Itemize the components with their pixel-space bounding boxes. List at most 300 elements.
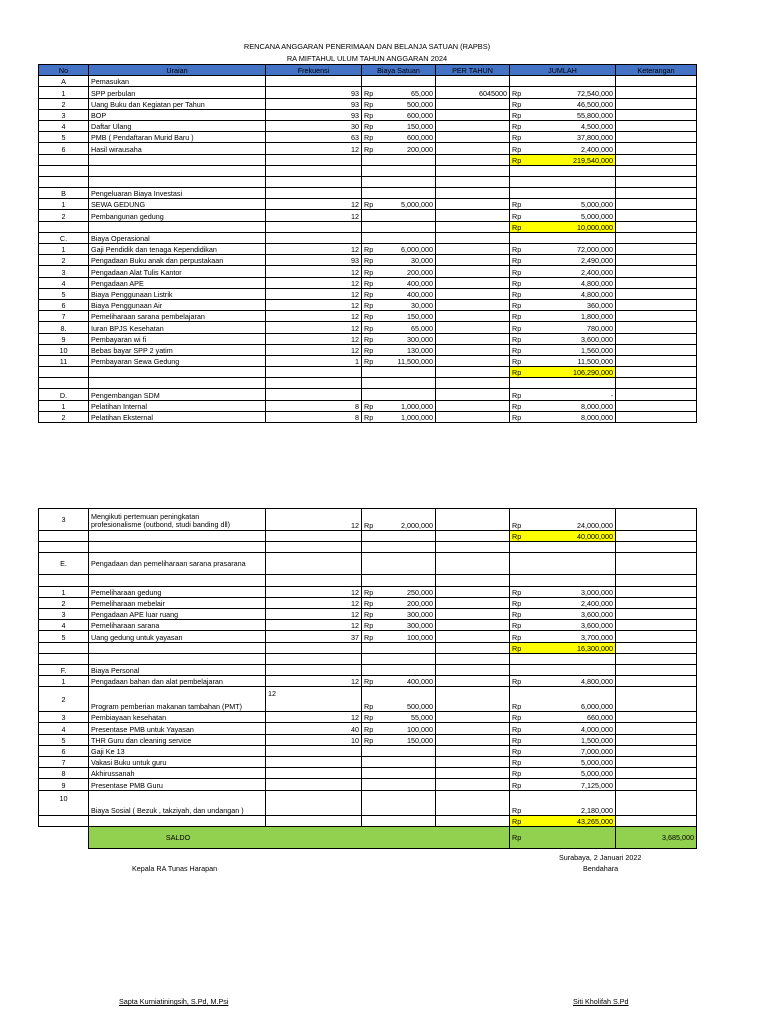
section-header-row (39, 232, 697, 243)
table-cell (436, 188, 510, 199)
cell-value: SALDO (165, 832, 191, 842)
table-cell (362, 400, 436, 411)
table-cell (39, 642, 89, 653)
blank-row (39, 176, 697, 187)
table-cell (436, 734, 510, 745)
table-cell: 8 (266, 400, 362, 411)
table-cell (510, 98, 616, 109)
cell-value: - (610, 390, 613, 400)
table-cell (436, 176, 510, 187)
currency-label: Rp (364, 289, 374, 299)
table-cell: 2 (39, 411, 89, 422)
table-cell (362, 244, 436, 255)
cell-value: 2,400,000 (581, 144, 613, 154)
table-cell: BOP (89, 109, 266, 120)
currency-label: Rp (364, 345, 374, 355)
currency-label: Rp (364, 357, 374, 367)
table-cell (89, 531, 266, 542)
currency-label: Rp (512, 256, 522, 266)
table-cell (362, 790, 436, 815)
table-cell (616, 676, 697, 687)
table-header-row (39, 65, 697, 76)
table-cell (436, 199, 510, 210)
cell-value: 5,000,000 (401, 200, 433, 210)
currency-label: Rp (512, 702, 522, 712)
currency-label: Rp (512, 133, 522, 143)
currency-label: Rp (364, 713, 374, 723)
table-cell (362, 87, 436, 98)
cell-value: 7,125,000 (581, 780, 613, 790)
table-cell (39, 165, 89, 176)
currency-label: Rp (364, 110, 374, 120)
cell-value: 500,000 (407, 99, 433, 109)
table-cell (510, 712, 616, 723)
table-cell: SEWA GEDUNG (89, 199, 266, 210)
cell-value: 40,000,000 (577, 532, 613, 542)
table-cell: 5 (39, 734, 89, 745)
table-cell (362, 586, 436, 597)
table-cell: Gaji Ke 13 (89, 745, 266, 756)
table-cell (89, 154, 266, 165)
left-signer-name: Sapta Kurniatiningsih, S.Pd, M.Psi (119, 997, 229, 1006)
table-cell (510, 255, 616, 266)
cell-value: 150,000 (407, 122, 433, 132)
cell-value: 150,000 (407, 312, 433, 322)
currency-label: Rp (512, 769, 522, 779)
table-row (39, 723, 697, 734)
table-cell (362, 154, 436, 165)
table-cell (362, 676, 436, 687)
table-cell: Uang Buku dan Kegiatan per Tahun (89, 98, 266, 109)
table-cell (510, 143, 616, 154)
table-row (39, 322, 697, 333)
header-per-tahun: PER TAHUN (436, 65, 510, 76)
table-cell: 8. (39, 322, 89, 333)
table-row (39, 333, 697, 344)
section-header-row (39, 188, 697, 199)
table-cell (616, 165, 697, 176)
table-cell (266, 165, 362, 176)
table-cell: 3 (39, 109, 89, 120)
table-cell (616, 531, 697, 542)
table-cell (436, 255, 510, 266)
table-cell: 6045000 (436, 87, 510, 98)
table-cell: 9 (39, 333, 89, 344)
table-cell (616, 712, 697, 723)
table-cell (510, 266, 616, 277)
table-cell (616, 232, 697, 243)
currency-label: Rp (364, 256, 374, 266)
currency-label: Rp (512, 222, 522, 232)
cell-value: 4,800,000 (581, 677, 613, 687)
table-cell (510, 687, 616, 712)
table-cell (510, 542, 616, 553)
currency-label: Rp (364, 521, 374, 530)
currency-label: Rp (512, 621, 522, 631)
table-cell: 5 (39, 132, 89, 143)
currency-label: Rp (364, 610, 374, 620)
table-row (39, 244, 697, 255)
section-total-row (39, 154, 697, 165)
table-row (39, 597, 697, 608)
table-cell (39, 531, 89, 542)
table-cell (616, 768, 697, 779)
table-cell (436, 509, 510, 531)
section-total-row (39, 642, 697, 653)
currency-label: Rp (364, 323, 374, 333)
header-biaya-satuan: Biaya Satuan (362, 65, 436, 76)
table-cell (362, 255, 436, 266)
table-cell: 12 (266, 143, 362, 154)
table-cell: THR Guru dan cleaning service (89, 734, 266, 745)
currency-label: Rp (512, 724, 522, 734)
table-cell: 9 (39, 779, 89, 790)
section-total (510, 221, 616, 232)
table-cell (266, 176, 362, 187)
cell-value: 30,000 (411, 301, 433, 311)
currency-label: Rp (512, 390, 522, 400)
table-cell (436, 642, 510, 653)
table-cell (616, 779, 697, 790)
table-cell: 93 (266, 98, 362, 109)
table-cell: 1 (39, 244, 89, 255)
table-cell (362, 98, 436, 109)
currency-label: Rp (512, 211, 522, 221)
cell-value: profesionalisme (outbond, studi banding dll) (91, 520, 231, 530)
table-cell (436, 687, 510, 712)
table-cell (436, 311, 510, 322)
table-cell (362, 642, 436, 653)
table-cell (510, 355, 616, 366)
table-cell (362, 631, 436, 642)
cell-value: 5,000,000 (581, 758, 613, 768)
currency-label: Rp (512, 122, 522, 132)
table-cell: 93 (266, 87, 362, 98)
table-cell (362, 188, 436, 199)
table-cell (616, 199, 697, 210)
table-cell (436, 723, 510, 734)
currency-label: Rp (512, 747, 522, 756)
currency-label: Rp (512, 312, 522, 322)
table-cell (266, 367, 362, 378)
table-cell (616, 132, 697, 143)
currency-label: Rp (512, 345, 522, 355)
table-cell (510, 734, 616, 745)
saldo-value: 3,685,000 (616, 826, 697, 848)
cell-value: 1,560,000 (581, 345, 613, 355)
section-no: A (39, 76, 89, 87)
table-cell: Vakasi Buku untuk guru (89, 757, 266, 768)
cell-value: 400,000 (407, 278, 433, 288)
table-cell: 12 (266, 676, 362, 687)
section-title: Pengeluaran Biaya Investasi (89, 188, 266, 199)
table-cell: Pengadaan Buku anak dan perpustakaan (89, 255, 266, 266)
table-cell: Uang gedung untuk yayasan (89, 631, 266, 642)
table-cell: Biaya Penggunaan Listrik (89, 288, 266, 299)
currency-label: Rp (512, 735, 522, 745)
section-title: Pemasukan (89, 76, 266, 87)
table-cell (362, 411, 436, 422)
table-cell (89, 367, 266, 378)
section-title: Biaya Personal (89, 664, 266, 675)
currency-label: Rp (512, 110, 522, 120)
currency-label: Rp (512, 780, 522, 790)
blank-row (39, 165, 697, 176)
table-cell (89, 165, 266, 176)
table-cell (510, 723, 616, 734)
section-header-row (39, 389, 697, 400)
table-cell: 4 (39, 277, 89, 288)
cell-value: 55,000 (411, 713, 433, 723)
table-cell: Bebas bayar SPP 2 yatim (89, 344, 266, 355)
cell-value: 5,000,000 (581, 211, 613, 221)
cell-value: 6,000,000 (581, 702, 613, 712)
table-cell (510, 232, 616, 243)
cell-value: 150,000 (407, 735, 433, 745)
table-cell: 12 (266, 344, 362, 355)
cell-value: 37,800,000 (577, 133, 613, 143)
table-cell (510, 87, 616, 98)
table-cell (616, 188, 697, 199)
currency-label: Rp (364, 301, 374, 311)
table-cell (616, 154, 697, 165)
table-cell (39, 378, 89, 389)
table-cell (510, 165, 616, 176)
table-row (39, 266, 697, 277)
table-cell (39, 575, 89, 586)
table-cell: 12 (266, 311, 362, 322)
section-total-row (39, 531, 697, 542)
currency-label: Rp (364, 334, 374, 344)
table-cell (362, 620, 436, 631)
table-cell (362, 143, 436, 154)
currency-label: Rp (364, 133, 374, 143)
table-cell (362, 745, 436, 756)
currency-label: Rp (364, 632, 374, 642)
table-row (39, 712, 697, 723)
table-cell (362, 367, 436, 378)
cell-value: 130,000 (407, 345, 433, 355)
table-cell (436, 553, 510, 575)
table-cell (616, 757, 697, 768)
table-cell (616, 389, 697, 400)
table-cell (362, 815, 436, 826)
document-subtitle: RA MIFTAHUL ULUM TAHUN ANGGARAN 2024 (286, 54, 448, 63)
currency-label: Rp (512, 200, 522, 210)
table-cell: Presentase PMB untuk Yayasan (89, 723, 266, 734)
place-date: Surabaya, 2 Januari 2022 (559, 853, 642, 862)
table-row (39, 210, 697, 221)
table-cell (510, 244, 616, 255)
table-cell (616, 367, 697, 378)
table-cell: 12 (266, 288, 362, 299)
table-cell: 3 (39, 608, 89, 619)
table-cell (436, 98, 510, 109)
cell-value: 65,000 (411, 88, 433, 98)
table-cell: 7 (39, 311, 89, 322)
table-cell (362, 723, 436, 734)
section-total-row (39, 367, 697, 378)
table-cell (510, 608, 616, 619)
currency-label: Rp (364, 587, 374, 597)
table-cell: 12 (266, 586, 362, 597)
table-cell (362, 199, 436, 210)
table-row (39, 687, 697, 712)
table-cell (362, 165, 436, 176)
table-cell (436, 542, 510, 553)
table-cell (616, 311, 697, 322)
table-cell (510, 400, 616, 411)
table-cell (616, 653, 697, 664)
cell-value: 100,000 (407, 724, 433, 734)
table-cell (616, 109, 697, 120)
table-row (39, 87, 697, 98)
cell-value: 660,000 (587, 713, 613, 723)
currency-label: Rp (512, 401, 522, 411)
table-row (39, 620, 697, 631)
section-title: Pengadaan dan pemeliharaan sarana prasarana (89, 553, 266, 575)
section-no: F. (39, 664, 89, 675)
table-cell (266, 642, 362, 653)
table-cell (89, 653, 266, 664)
section-total (510, 642, 616, 653)
table-cell: 12 (266, 597, 362, 608)
currency-label: Rp (364, 245, 374, 255)
cell-value: 43,265,000 (577, 816, 613, 826)
table-row (39, 143, 697, 154)
cell-value: 1,800,000 (581, 312, 613, 322)
saldo-row (39, 826, 697, 848)
table-cell: Pembiayaan kesehatan (89, 712, 266, 723)
table-cell: Biaya Sosial ( Bezuk , takziyah, dan undangan ) (89, 790, 266, 815)
table-cell (89, 815, 266, 826)
table-cell (266, 531, 362, 542)
table-cell (362, 132, 436, 143)
currency-label: Rp (364, 88, 374, 98)
table-cell (616, 642, 697, 653)
table-cell (266, 378, 362, 389)
table-row (39, 676, 697, 687)
currency-label: Rp (512, 632, 522, 642)
table-cell: 4 (39, 620, 89, 631)
table-cell (436, 132, 510, 143)
section-total-row (39, 815, 697, 826)
table-cell (616, 790, 697, 815)
table-cell (436, 299, 510, 310)
currency-label: Rp (512, 267, 522, 277)
table-cell (616, 120, 697, 131)
table-cell: Pemeliharaan sarana pembelajaran (89, 311, 266, 322)
table-cell (510, 389, 616, 400)
table-cell (616, 553, 697, 575)
cell-value: 500,000 (407, 702, 433, 712)
currency-label: Rp (512, 88, 522, 98)
table-cell (436, 266, 510, 277)
table-cell (266, 779, 362, 790)
table-cell: Biaya Penggunaan Air (89, 299, 266, 310)
table-cell (616, 745, 697, 756)
table-cell (362, 553, 436, 575)
table-cell (616, 542, 697, 553)
table-cell (266, 154, 362, 165)
table-cell (436, 531, 510, 542)
table-cell (436, 76, 510, 87)
table-row (39, 745, 697, 756)
table-row (39, 355, 697, 366)
currency-label: Rp (512, 758, 522, 768)
table-row (39, 109, 697, 120)
cell-value: 5,000,000 (581, 769, 613, 779)
cell-value: 4,800,000 (581, 278, 613, 288)
table-cell (510, 575, 616, 586)
table-cell (616, 378, 697, 389)
table-cell (616, 333, 697, 344)
table-cell (362, 687, 436, 712)
currency-label: Rp (364, 99, 374, 109)
table-cell (436, 165, 510, 176)
table-cell (436, 288, 510, 299)
table-cell: 7 (39, 757, 89, 768)
cell-value: 8,000,000 (581, 401, 613, 411)
table-cell (436, 244, 510, 255)
table-cell: Pemeliharaan sarana (89, 620, 266, 631)
cell-value: 200,000 (407, 144, 433, 154)
table-cell (510, 378, 616, 389)
section-header-row (39, 553, 697, 575)
table-cell: 8 (39, 768, 89, 779)
table-cell (436, 322, 510, 333)
currency-label: Rp (512, 587, 522, 597)
table-cell (362, 210, 436, 221)
table-cell (616, 344, 697, 355)
table-cell: 3 (39, 712, 89, 723)
currency-label: Rp (512, 368, 522, 378)
table-cell: 2 (39, 210, 89, 221)
table-cell (436, 355, 510, 366)
table-cell (616, 586, 697, 597)
table-cell (510, 188, 616, 199)
table-cell (436, 143, 510, 154)
table-cell (616, 255, 697, 266)
table-cell (436, 221, 510, 232)
table-cell: 1 (39, 400, 89, 411)
table-cell (510, 664, 616, 675)
saldo-rp (510, 826, 616, 848)
table-cell (616, 221, 697, 232)
blank-row (39, 575, 697, 586)
table-cell (436, 745, 510, 756)
table-cell (362, 109, 436, 120)
table-cell (39, 154, 89, 165)
currency-label: Rp (512, 334, 522, 344)
table-cell: 6 (39, 143, 89, 154)
table-cell (510, 120, 616, 131)
cell-value: 400,000 (407, 289, 433, 299)
cell-value: 2,490,000 (581, 256, 613, 266)
cell-value: 1,000,000 (401, 401, 433, 411)
table-cell: 12 (266, 322, 362, 333)
table-cell (266, 664, 362, 675)
table-cell (616, 664, 697, 675)
cell-value: 2,000,000 (401, 521, 433, 530)
table-cell (510, 757, 616, 768)
table-cell (510, 597, 616, 608)
cell-value: 600,000 (407, 133, 433, 143)
table-cell (510, 745, 616, 756)
table-cell (510, 210, 616, 221)
blank-row (39, 378, 697, 389)
table-cell (436, 210, 510, 221)
